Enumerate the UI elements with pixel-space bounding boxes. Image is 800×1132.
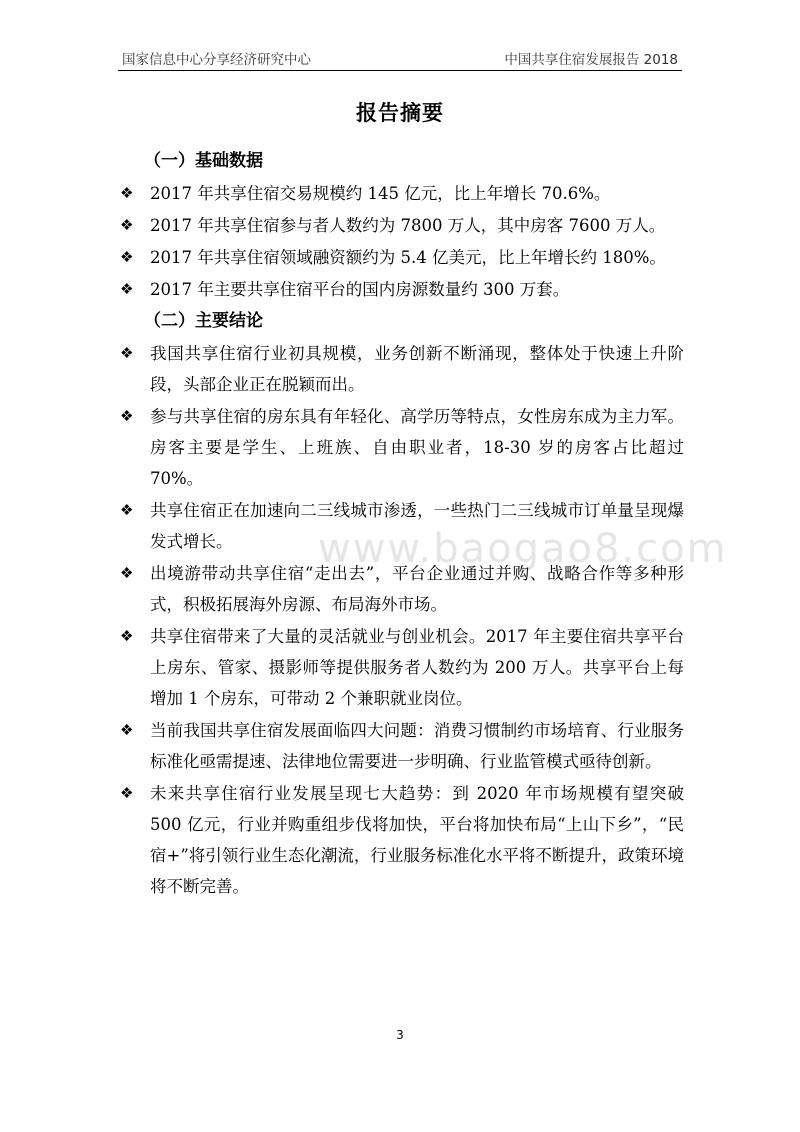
diamond-bullet-icon: ❖ (120, 184, 134, 202)
list-item (118, 338, 684, 400)
diamond-bullet-icon: ❖ (120, 564, 134, 582)
list-item-text: 未来共享住宿行业发展呈现七大趋势：到 2020 年市场规模有望突破 500 亿元，行业并购重组步伐将加快，平台将加快布局“上山下乡”，“民宿+”将引领行业生态化潮流，行业服务标准化水平将不断提升，政策环境将不断完善。 (150, 784, 684, 896)
list-item-text: 2017 年共享住宿交易规模约 145 亿元，比上年增长 70.6%。 (150, 184, 611, 203)
list-item (118, 401, 684, 494)
diamond-bullet-icon: ❖ (120, 216, 134, 234)
list-item-text: 2017 年共享住宿领域融资额约为 5.4 亿美元，比上年增长约 180%。 (150, 248, 666, 267)
section-heading-basic-data: （一）基础数据 (144, 151, 263, 171)
page-number: 3 (396, 1028, 404, 1042)
list-item (118, 558, 684, 620)
page-title: 报告摘要 (356, 101, 444, 125)
list-item-text: 出境游带动共享住宿“走出去”，平台企业通过并购、战略合作等多种形式，积极拓展海外房源、布局海外市场。 (150, 564, 684, 614)
diamond-bullet-icon: ❖ (120, 344, 134, 362)
list-item-text: 我国共享住宿行业初具规模，业务创新不断涌现，整体处于快速上升阶段，头部企业正在脱颖而出。 (150, 344, 684, 394)
list-item-text: 参与共享住宿的房东具有年轻化、高学历等特点，女性房东成为主力军。房客主要是学生、上班族、自由职业者，18-30 岁的房客占比超过 70%。 (150, 407, 684, 488)
list-item-text: 当前我国共享住宿发展面临四大问题：消费习惯制约市场培育、行业服务标准化亟需提速、法律地位需要进一步明确、行业监管模式亟待创新。 (150, 721, 684, 771)
header-organization: 国家信息中心分享经济研究中心 (122, 52, 311, 68)
watermark: www.baogao8.com (318, 526, 728, 572)
header-report-title: 中国共享住宿发展报告 2018 (504, 52, 678, 68)
list-item-text: 2017 年主要共享住宿平台的国内房源数量约 300 万套。 (150, 280, 570, 299)
list-item (118, 778, 684, 902)
section-heading-main-conclusions: （二）主要结论 (144, 311, 263, 331)
diamond-bullet-icon: ❖ (120, 280, 134, 298)
diamond-bullet-icon: ❖ (120, 248, 134, 266)
diamond-bullet-icon: ❖ (120, 784, 134, 802)
diamond-bullet-icon: ❖ (120, 407, 134, 425)
summary-content (118, 146, 684, 903)
diamond-bullet-icon: ❖ (120, 501, 134, 519)
list-item-text: 共享住宿正在加速向二三线城市渗透，一些热门二三线城市订单量呈现爆发式增长。 (150, 501, 684, 551)
list-item (118, 210, 684, 241)
list-item (118, 495, 684, 557)
list-item (118, 242, 684, 273)
diamond-bullet-icon: ❖ (120, 721, 134, 739)
diamond-bullet-icon: ❖ (120, 627, 134, 645)
list-item-text: 2017 年共享住宿参与者人数约为 7800 万人，其中房客 7600 万人。 (150, 216, 666, 235)
page-header (118, 46, 682, 71)
list-item (118, 715, 684, 777)
list-item (118, 274, 684, 305)
list-item (118, 178, 684, 209)
list-item (118, 621, 684, 714)
list-item-text: 共享住宿带来了大量的灵活就业与创业机会。2017 年主要住宿共享平台上房东、管家、摄影师等提供服务者人数约为 200 万人。共享平台上每增加 1 个房东，可带动 2 个兼职就业岗位。 (150, 627, 684, 708)
